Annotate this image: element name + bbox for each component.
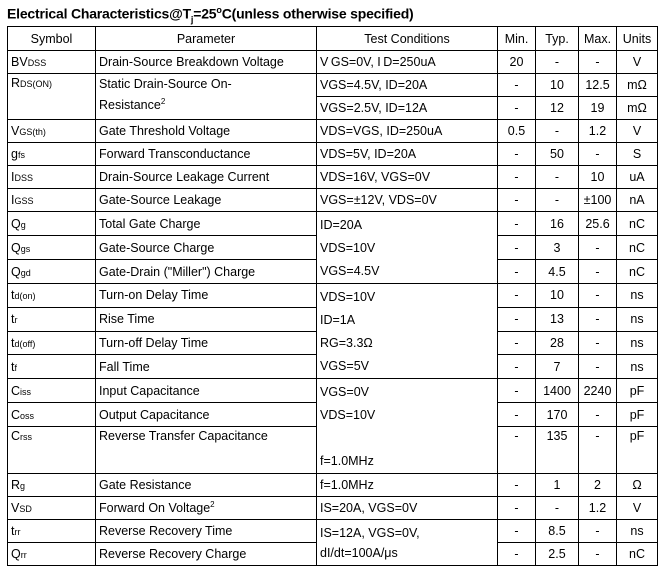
max-cell: 1.2 [579,497,617,520]
unit-cell: nC [617,212,658,236]
unit-cell: nC [617,236,658,260]
min-cell: - [498,74,536,97]
typ-cell: 16 [536,212,579,236]
condition-cell: VDS=VGS, ID=250uA [317,120,498,143]
min-cell: - [498,403,536,427]
typ-cell: 135 [536,427,579,474]
min-cell: - [498,97,536,120]
min-cell: - [498,474,536,497]
parameter-cell: Gate Threshold Voltage [96,120,317,143]
min-cell: - [498,260,536,284]
parameter-cell: Turn-on Delay Time [96,284,317,308]
condition-cell: VDS=5V, ID=20A [317,143,498,166]
condition-cell: IS=20A, VGS=0V [317,497,498,520]
parameter-cell: Gate-Source Leakage [96,189,317,212]
condition-cell: VDS=16V, VGS=0V [317,166,498,189]
symbol-cell: VGS(th) [8,120,96,143]
parameter-cell: Fall Time [96,355,317,379]
typ-cell: 50 [536,143,579,166]
symbol-cell: BVDSS [8,51,96,74]
symbol-cell: Qgd [8,260,96,284]
unit-cell: ns [617,520,658,543]
header-max: Max. [579,27,617,51]
max-cell: - [579,331,617,355]
max-cell: - [579,427,617,474]
min-cell: - [498,543,536,566]
table-row [8,520,658,543]
typ-cell: 13 [536,307,579,331]
min-cell: - [498,166,536,189]
table-row [8,74,658,97]
min-cell: - [498,189,536,212]
symbol-cell: tr [8,307,96,331]
symbol-cell: RDS(ON) [8,74,96,120]
max-cell: - [579,543,617,566]
unit-cell: nC [617,260,658,284]
symbol-cell: IGSS [8,189,96,212]
typ-cell: 10 [536,74,579,97]
header-min: Min. [498,27,536,51]
min-cell: - [498,331,536,355]
typ-cell: - [536,120,579,143]
max-cell: - [579,520,617,543]
typ-cell: 8.5 [536,520,579,543]
symbol-cell: tf [8,355,96,379]
symbol-cell: trr [8,520,96,543]
parameter-cell: Output Capacitance [96,403,317,427]
unit-cell: S [617,143,658,166]
table-title: Electrical $Characteristics@T_j=25^oC(unless$ otherwise specified) [7,5,414,25]
symbol-cell: Ciss [8,379,96,403]
header-parameter: Parameter [96,27,317,51]
table-row [8,189,658,212]
typ-cell: 4.5 [536,260,579,284]
unit-cell: ns [617,307,658,331]
max-cell: 2240 [579,379,617,403]
parameter-cell: Gate-Drain ("Miller") Charge [96,260,317,284]
parameter-cell: Input Capacitance [96,379,317,403]
unit-cell: ns [617,331,658,355]
min-cell: 0.5 [498,120,536,143]
condition-cell: VGS=4.5V, ID=20A [317,74,498,97]
max-cell: - [579,260,617,284]
symbol-cell: gfs [8,143,96,166]
unit-cell: mΩ [617,74,658,97]
symbol-cell: Rg [8,474,96,497]
parameter-cell: Turn-off Delay Time [96,331,317,355]
electrical-characteristics-table [7,26,658,566]
unit-cell: nA [617,189,658,212]
max-cell: - [579,284,617,308]
table-row [8,284,658,308]
min-cell: - [498,427,536,474]
max-cell: ±100 [579,189,617,212]
unit-cell: ns [617,284,658,308]
typ-cell: 1400 [536,379,579,403]
parameter-cell: Reverse Recovery Time [96,520,317,543]
parameter-cell: Reverse Recovery Charge [96,543,317,566]
condition-cell: V GS=0V, I D=250uA [317,51,498,74]
min-cell: - [498,355,536,379]
unit-cell: Ω [617,474,658,497]
table-row [8,143,658,166]
parameter-cell: Gate Resistance [96,474,317,497]
condition-cell: VGS=2.5V, ID=12A [317,97,498,120]
symbol-cell: Qgs [8,236,96,260]
min-cell: - [498,307,536,331]
symbol-cell: IDSS [8,166,96,189]
parameter-cell: Static Drain-Source On- Resistance$^2$ [96,74,317,120]
unit-cell: uA [617,166,658,189]
typ-cell: - [536,51,579,74]
header-test-conditions: Test Conditions [317,27,498,51]
table-row [8,166,658,189]
parameter-cell: Drain-Source Leakage Current [96,166,317,189]
unit-cell: V [617,120,658,143]
max-cell: - [579,307,617,331]
table-row [8,379,658,403]
min-cell: - [498,379,536,403]
symbol-cell: td(on) [8,284,96,308]
typ-cell: 170 [536,403,579,427]
parameter-cell: Gate-Source Charge [96,236,317,260]
table-row [8,497,658,520]
parameter-cell: Reverse Transfer Capacitance [96,427,317,474]
symbol-cell: td(off) [8,331,96,355]
symbol-cell: VSD [8,497,96,520]
table-row [8,51,658,74]
max-cell: - [579,51,617,74]
header-symbol: Symbol [8,27,96,51]
table-row [8,474,658,497]
condition-cell: VGS=±12V, VDS=0V [317,189,498,212]
unit-cell: V [617,497,658,520]
condition-cell: f=1.0MHz [317,474,498,497]
min-cell: - [498,284,536,308]
unit-cell: nC [617,543,658,566]
condition-cell: IS=12A, VGS=0V, dI/dt=100A/μs [317,520,498,566]
parameter-cell: Forward On Voltage$^2$ [96,497,317,520]
max-cell: 2 [579,474,617,497]
header-row [8,27,658,51]
min-cell: - [498,236,536,260]
max-cell: - [579,403,617,427]
unit-cell: mΩ [617,97,658,120]
max-cell: - [579,236,617,260]
min-cell: - [498,143,536,166]
min-cell: - [498,497,536,520]
unit-cell: pF [617,427,658,474]
max-cell: 10 [579,166,617,189]
max-cell: 12.5 [579,74,617,97]
table-row [8,120,658,143]
unit-cell: pF [617,379,658,403]
max-cell: 25.6 [579,212,617,236]
max-cell: - [579,355,617,379]
typ-cell: 2.5 [536,543,579,566]
condition-cell: ID=20A VDS=10V VGS=4.5V [317,212,498,284]
typ-cell: 7 [536,355,579,379]
symbol-cell: Qrr [8,543,96,566]
typ-cell: 3 [536,236,579,260]
parameter-cell: Total Gate Charge [96,212,317,236]
min-cell: - [498,520,536,543]
unit-cell: ns [617,355,658,379]
typ-cell: 1 [536,474,579,497]
symbol-cell: Coss [8,403,96,427]
typ-cell: 12 [536,97,579,120]
typ-cell: 28 [536,331,579,355]
min-cell: - [498,212,536,236]
header-typ: Typ. [536,27,579,51]
table-row [8,212,658,236]
max-cell: - [579,143,617,166]
header-units: Units [617,27,658,51]
condition-cell: VGS=0V VDS=10V f=1.0MHz [317,379,498,474]
min-cell: 20 [498,51,536,74]
condition-cell: VDS=10V ID=1A RG=3.3Ω VGS=5V [317,284,498,379]
parameter-cell: Drain-Source Breakdown Voltage [96,51,317,74]
typ-cell: 10 [536,284,579,308]
typ-cell: - [536,497,579,520]
max-cell: 19 [579,97,617,120]
typ-cell: - [536,189,579,212]
unit-cell: pF [617,403,658,427]
unit-cell: V [617,51,658,74]
max-cell: 1.2 [579,120,617,143]
symbol-cell: Crss [8,427,96,474]
parameter-cell: Rise Time [96,307,317,331]
typ-cell: - [536,166,579,189]
parameter-cell: Forward Transconductance [96,143,317,166]
symbol-cell: Qg [8,212,96,236]
